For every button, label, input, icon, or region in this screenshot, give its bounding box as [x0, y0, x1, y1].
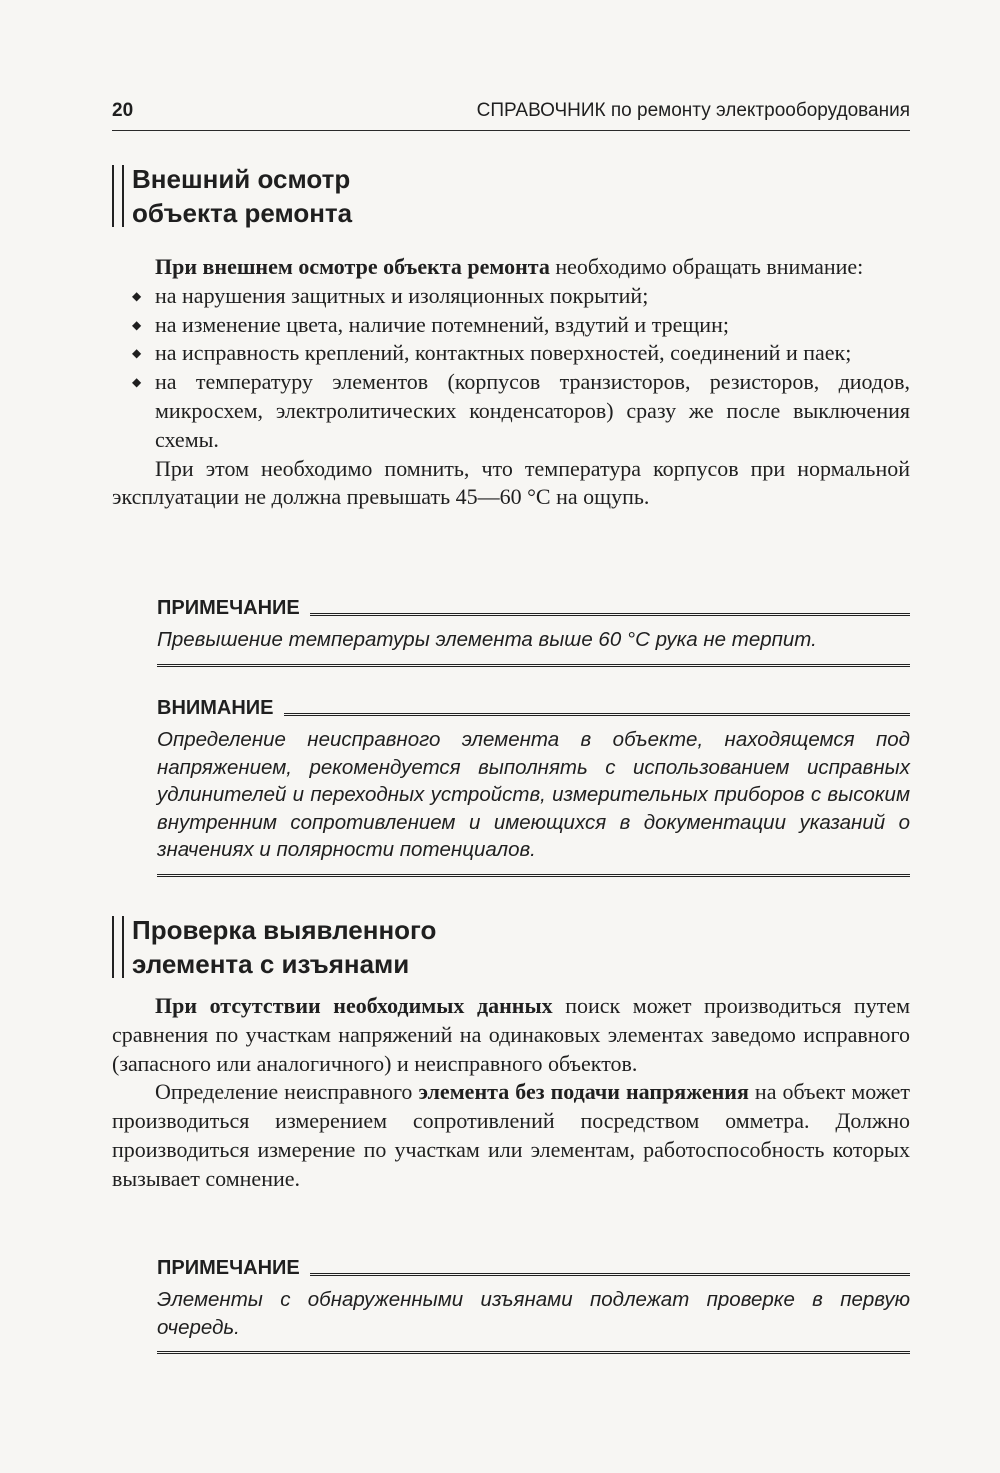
note-label: ПРИМЕЧАНИЕ — [157, 1257, 300, 1279]
section2-body — [112, 992, 910, 1194]
list-item: ◆ на температуру элементов (корпусов транзисторов, резисторов, диодов, микросхем, электролитических конденсаторов) сразу же после выключения схемы. — [112, 368, 910, 454]
section1-body — [112, 253, 910, 512]
paragraph — [112, 992, 910, 1078]
intro-paragraph — [112, 253, 910, 282]
intro-rest: необходимо обращать внимание: — [549, 254, 864, 279]
divider — [310, 613, 910, 616]
book-page — [112, 0, 910, 1473]
page-number: 20 — [112, 100, 134, 121]
paragraph-start: Определение неисправного — [155, 1079, 419, 1105]
section-heading-external-inspection — [112, 162, 910, 230]
warning-header — [157, 690, 910, 720]
warning-box — [157, 690, 910, 877]
paragraph-rest: на объект может производиться измерением сопротивлений посредством омметра. Должно производиться измерение по участкам или элементам, работоспособность которых вызывает сомнение. — [112, 1079, 911, 1191]
note-box — [157, 1250, 910, 1354]
book-title: СПРАВОЧНИК по ремонту электрооборудования — [476, 100, 910, 121]
paragraph — [112, 1078, 910, 1193]
heading-line: Внешний осмотр — [132, 164, 351, 194]
list-item: ◆ на исправность креплений, контактных поверхностей, соединений и паек; — [112, 339, 910, 368]
note-label: ПРИМЕЧАНИЕ — [157, 597, 300, 619]
heading-line: Проверка выявленного — [132, 915, 437, 945]
list-item: ◆ на нарушения защитных и изоляционных покрытий; — [112, 282, 910, 311]
note-header — [157, 590, 910, 620]
closing-paragraph: При этом необходимо помнить, что температура корпусов при нормальной эксплуатации не должна превышать 45—60 °С на ощупь. — [112, 455, 910, 510]
divider — [284, 713, 910, 716]
note-text: Элементы с обнаруженными изъянами подлежат проверке в первую очередь. — [157, 1286, 910, 1354]
running-header — [112, 98, 910, 131]
paragraph-bold: При отсутствии необходимых данных — [155, 993, 553, 1018]
paragraph-rest: поиск может производиться путем сравнения по участкам напряжений на одинаковых элементах заведомо исправного (запасного или аналогичного) и неисправного объектов. — [112, 993, 911, 1076]
warning-label: ВНИМАНИЕ — [157, 697, 274, 719]
heading-line: элемента с изъянами — [132, 949, 410, 979]
inspection-list — [112, 282, 910, 455]
paragraph-bold: элемента без подачи напряжения — [418, 1079, 749, 1105]
section-heading-defect-check — [112, 913, 910, 981]
heading-line: объекта ремонта — [132, 198, 353, 228]
divider — [310, 1273, 910, 1276]
warning-text: Определение неисправного элемента в объекте, находящемся под напряжением, рекомендуется выполнять с использованием исправных удлинителей и переходных устройств, измерительных приборов с высоким внутренним сопротивлением и имеющихся в документации указаний о значениях и полярности потенциалов. — [157, 726, 910, 877]
list-item: ◆ на изменение цвета, наличие потемнений, вздутий и трещин; — [112, 311, 910, 340]
note-header — [157, 1250, 910, 1280]
note-text: Превышение температуры элемента выше 60 °С рука не терпит. — [157, 626, 910, 667]
note-box — [157, 590, 910, 667]
intro-bold: При внешнем осмотре объекта ремонта — [155, 254, 550, 279]
